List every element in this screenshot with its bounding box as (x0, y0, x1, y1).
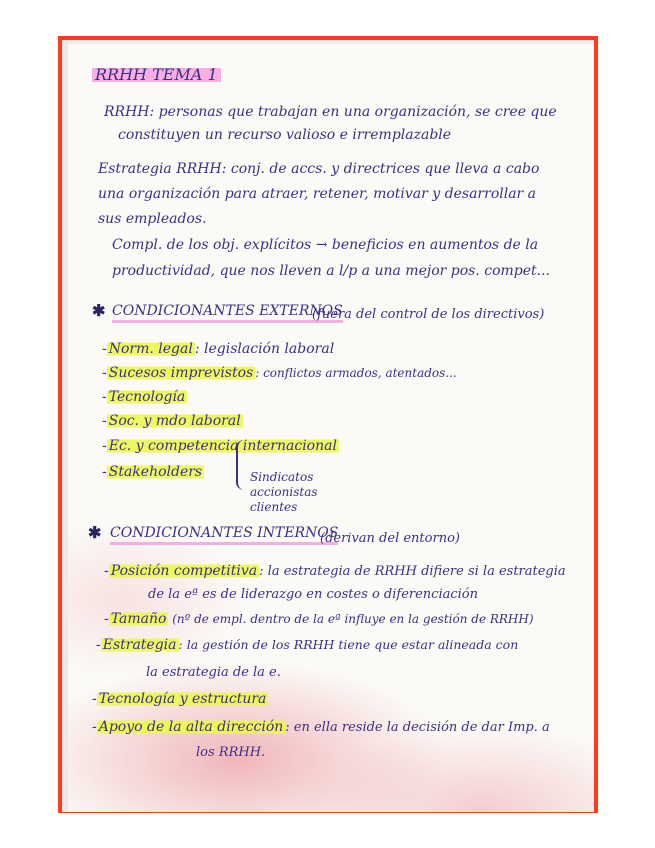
internal-item-text: : la gestión de los RRHH tiene que estar alineada con (178, 637, 519, 652)
strategy-line-4: Compl. de los obj. explícitos → beneficios en aumentos de la (112, 237, 539, 253)
external-item-label: Tecnología (108, 389, 186, 405)
internal-item-label: Tecnología y estructura (98, 691, 267, 707)
stakeholder-3: clientes (250, 500, 298, 514)
internal-item-text: : la estrategia de RRHH difiere si la estrategia (259, 564, 566, 579)
stakeholder-1: Sindicatos (250, 470, 314, 484)
external-item-text: : legislación laboral (194, 341, 335, 357)
internal-item-1: - Posición competitiva : la estrategia de RRHH difiere si la estrategia (104, 563, 566, 579)
external-item-2: - Sucesos imprevistos : conflictos armados, atentados... (102, 365, 457, 381)
external-item-label: Norm. legal (108, 341, 193, 357)
external-item-label: Ec. y competencia internacional (108, 438, 337, 454)
internal-item-label: Tamaño (110, 611, 167, 627)
stakeholders-brace (236, 440, 248, 490)
external-item-label: Stakeholders (108, 464, 203, 480)
internal-heading: CONDICIONANTES INTERNOS (110, 524, 338, 545)
external-heading: CONDICIONANTES EXTERNOS (112, 302, 343, 323)
external-item-3: - Tecnología (102, 389, 186, 405)
internal-item-3: - Estrategia : la gestión de los RRHH tiene que estar alineada con (96, 637, 519, 653)
internal-item-label: Posición competitiva (110, 563, 258, 579)
internal-note: (derivan del entorno) (320, 531, 460, 546)
external-item-4: - Soc. y mdo laboral (102, 413, 241, 429)
star-bullet-internal: ✱ (88, 523, 102, 542)
external-item-label: Sucesos imprevistos (108, 365, 254, 381)
internal-item-5-cont: los RRHH. (196, 745, 266, 760)
internal-item-text: : en ella reside la decisión de dar Imp. a (285, 720, 550, 735)
external-item-text: : conflictos armados, atentados... (255, 366, 457, 380)
page-title: RRHH TEMA 1 (92, 66, 221, 84)
external-note: (fuera del control de los directivos) (312, 307, 545, 322)
internal-item-5: - Apoyo de la alta dirección : en ella reside la decisión de dar Imp. a (92, 719, 550, 735)
definition-line-1: RRHH: personas que trabajan en una organización, se cree que (104, 104, 557, 120)
internal-item-label: Estrategia (102, 637, 177, 653)
internal-item-text: (nº de empl. dentro de la eª influye en la gestión de RRHH) (168, 612, 534, 626)
internal-item-2: - Tamaño (nº de empl. dentro de la eª influye en la gestión de RRHH) (104, 611, 534, 627)
external-item-label: Soc. y mdo laboral (108, 413, 241, 429)
internal-item-4: - Tecnología y estructura (92, 691, 267, 707)
stakeholder-2: accionistas (250, 485, 318, 499)
internal-item-3-cont: la estrategia de la e. (146, 665, 281, 680)
strategy-line-5: productividad, que nos lleven a l/p a una mejor pos. compet... (112, 263, 551, 279)
internal-item-label: Apoyo de la alta dirección (98, 719, 284, 735)
internal-item-1-cont: de la eª es de liderazgo en costes o diferenciación (148, 587, 479, 602)
strategy-line-1: Estrategia RRHH: conj. de accs. y directrices que lleva a cabo (98, 161, 540, 177)
strategy-line-2: una organización para atraer, retener, motivar y desarrollar a (98, 186, 537, 202)
external-item-6: - Stakeholders (102, 464, 203, 480)
star-bullet-external: ✱ (92, 301, 106, 320)
definition-line-2: constituyen un recurso valioso e irremplazable (118, 127, 452, 143)
strategy-line-3: sus empleados. (98, 211, 207, 227)
external-item-1: - Norm. legal : legislación laboral (102, 341, 335, 357)
external-item-5: - Ec. y competencia internacional (102, 438, 337, 454)
